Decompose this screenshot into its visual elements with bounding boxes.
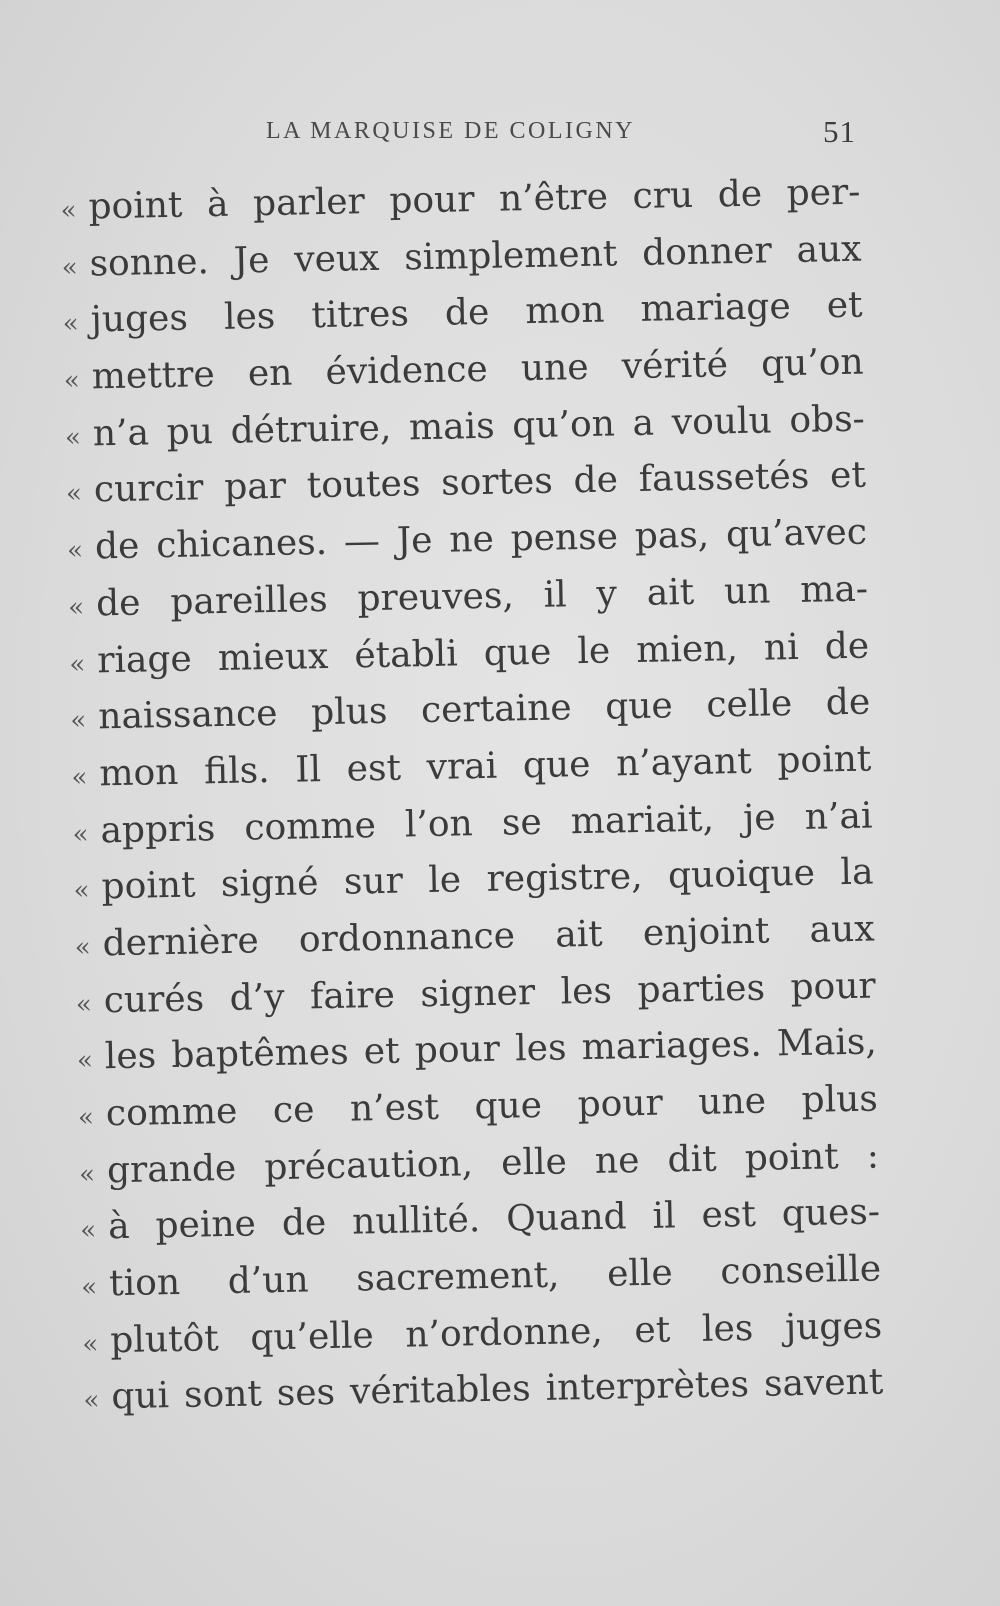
line-text: mon fils. Il est vrai que n’ayant point <box>99 738 872 795</box>
quote-mark: « <box>69 649 86 680</box>
line-text: curcir par toutes sortes de faussetés et <box>93 455 867 511</box>
running-head <box>266 114 856 154</box>
line-text: sonne. Je veux simplement donner aux <box>89 228 862 285</box>
quote-mark: « <box>62 309 79 340</box>
quote-mark: « <box>60 195 77 226</box>
quote-mark: « <box>67 592 85 623</box>
line-text: juges les titres de mon mariage et <box>90 284 863 341</box>
line-text: naissance plus certaine que celle de <box>97 681 871 738</box>
quote-mark: « <box>76 1045 94 1077</box>
quote-mark: « <box>73 875 90 907</box>
line-text: n’a pu détruire, mais qu’on a voulu obs- <box>92 398 866 455</box>
running-title: LA MARQUISE DE COLIGNY <box>266 118 635 144</box>
line-text: plutôt qu’elle n’ordonne, et les juges <box>109 1305 883 1361</box>
line-text: les baptêmes et pour les mariages. Mais, <box>104 1021 878 1078</box>
line-text: curés d’y faire signer les parties pour <box>103 965 877 1021</box>
quote-mark: « <box>66 535 84 567</box>
line-text: riage mieux établi que le mien, ni de <box>96 625 870 681</box>
body-text <box>60 165 884 1427</box>
line-text: qui sont ses véritables interprètes savent <box>110 1361 884 1418</box>
page-number: 51 <box>823 114 856 149</box>
quote-mark: « <box>82 1329 99 1360</box>
quote-mark: « <box>78 1159 96 1190</box>
line-text: de pareilles preuves, il y ait un ma- <box>95 568 869 625</box>
line-text: point à parler pour n’être cru de per- <box>88 171 861 228</box>
line-text: à peine de nullité. Quand il est ques- <box>107 1191 881 1248</box>
line-text: point signé sur le registre, quoique la <box>101 851 874 908</box>
quote-mark: « <box>63 365 81 397</box>
quote-mark: « <box>70 705 87 737</box>
quote-mark: « <box>79 1215 97 1247</box>
quote-mark: « <box>72 819 89 850</box>
quote-mark: « <box>74 932 91 963</box>
quote-mark: « <box>77 1102 95 1133</box>
quote-mark: « <box>71 762 88 793</box>
quote-mark: « <box>61 252 78 283</box>
line-text: appris comme l’on se mariait, je n’ai <box>100 795 873 851</box>
quote-mark: « <box>75 989 93 1020</box>
quote-mark: « <box>83 1385 100 1417</box>
quote-mark: « <box>65 479 83 510</box>
line-text: mettre en évidence une vérité qu’on <box>91 341 865 398</box>
quote-mark: « <box>64 422 82 453</box>
line-text: de chicanes. — Je ne pense pas, qu’avec <box>94 511 868 568</box>
line-text: grande précaution, elle ne dit point : <box>106 1135 880 1191</box>
line-text: dernière ordonnance ait enjoint aux <box>102 908 875 965</box>
line-text: tion d’un sacrement, elle conseille <box>108 1248 882 1305</box>
quote-mark: « <box>80 1272 98 1303</box>
line-text: comme ce n’est que pour une plus <box>105 1078 879 1135</box>
